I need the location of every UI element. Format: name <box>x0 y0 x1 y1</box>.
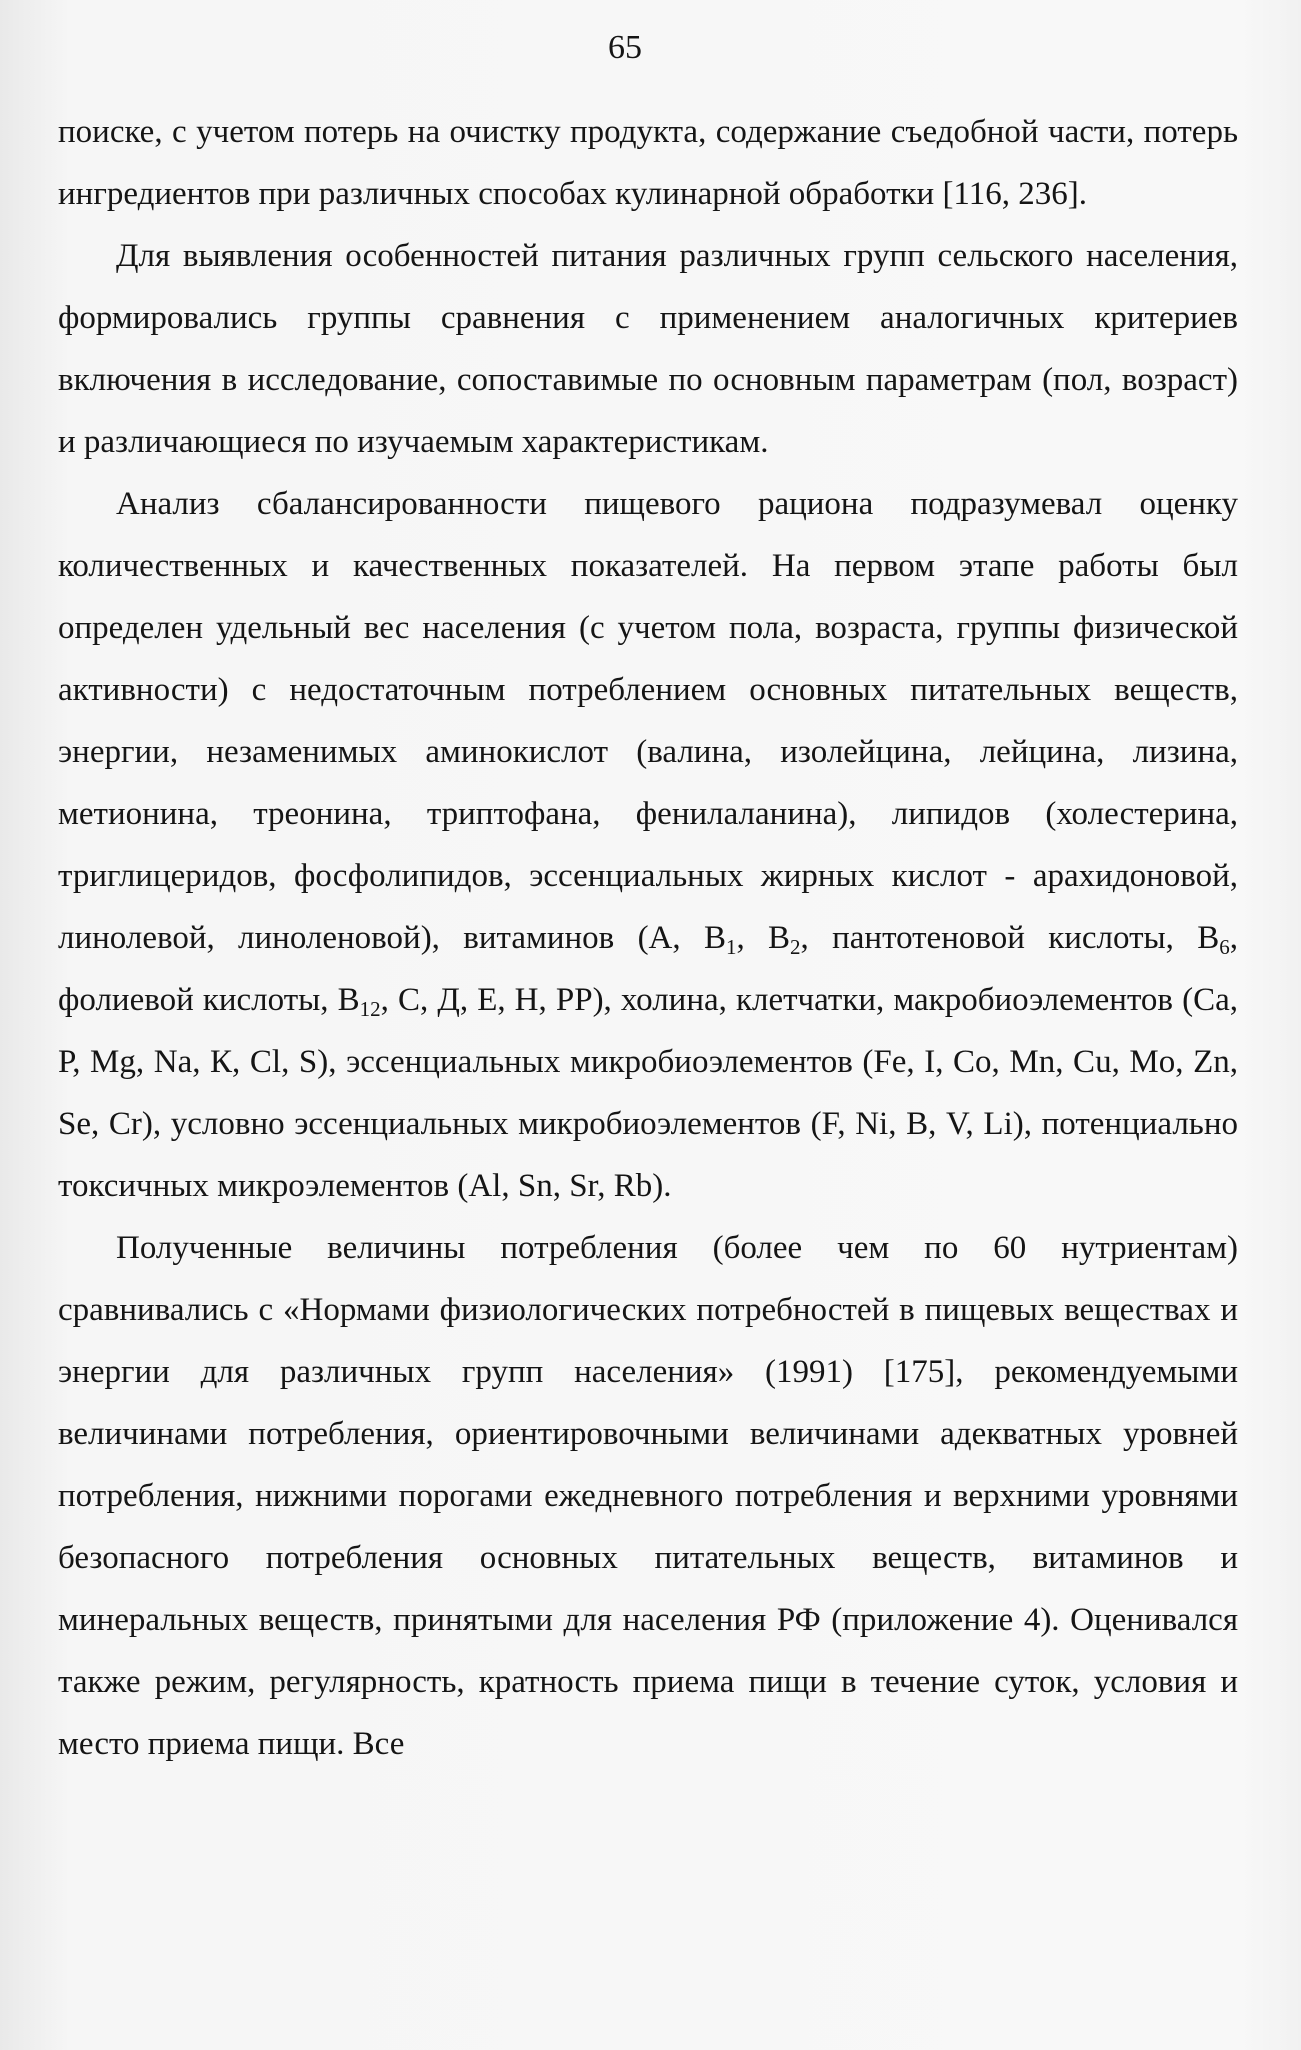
paragraph-3-text: Анализ сбалансированности пищевого рациона подразумевал оценку количественных и качественных показателей. На первом этапе работы был определен удельный вес населения (с учетом пола, возраста, группы физической активности) с недостаточным потреблением основных питательных веществ, энергии, незаменимых аминокислот (валина, изолейцина, лейцина, лизина, метионина, треонина, триптофана, фенилаланина), липидов (холестерина, триглицеридов, фосфолипидов, эссенциальных жирных кислот - арахидоновой, линолевой, линоленовой), витаминов (А, В <box>58 486 1238 956</box>
page-number: 65 <box>608 29 642 66</box>
paragraph-1: поиске, с учетом потерь на очистку продукта, содержание съедобной части, потерь ингредиентов при различных способах кулинарной обработки [116, 236]. <box>58 114 1238 212</box>
paragraph-2: Для выявления особенностей питания различных групп сельского населения, формировались группы сравнения с применением аналогичных критериев включения в исследование, сопоставимые по основным параметрам (пол, возраст) и различающиеся по изучаемым характеристикам. <box>58 238 1238 460</box>
subscript-b2: 2 <box>790 935 801 959</box>
paragraph-3-text: , фолиевой кислоты, В <box>58 920 1238 1018</box>
subscript-b12: 12 <box>359 997 381 1021</box>
paragraph-4: Полученные величины потребления (более чем по 60 нутриентам) сравнивались с «Нормами физиологических потребностей в пищевых веществах и энергии для различных групп населения» (1991) [175], рекомендуемыми величинами потребления, ориентировочными величинами адекватных уровней потребления, нижними порогами ежедневного потребления и верхними уровнями безопасного потребления основных питательных веществ, витаминов и минеральных веществ, принятыми для населения РФ (приложение 4). Оценивался также режим, регулярность, кратность приема пищи в течение суток, условия и место приема пищи. Все <box>58 1230 1238 1762</box>
subscript-b6: 6 <box>1219 935 1230 959</box>
paragraph-3 <box>58 473 1238 1217</box>
paragraph-3-text: , С, Д, Е, Н, РР), холина, клетчатки, макробиоэлементов (Са, Р, Mg, Na, К, Cl, S), эссенциальных микробиоэлементов (Fe, I, Со, Mn, Cu, Mo, Zn, Se, Cr), условно эссенциальных микробиоэлементов (F, Ni, В, V, Li), потенциально токсичных микроэлементов (Al, Sn, Sr, Rb). <box>58 982 1238 1204</box>
paragraph-3-text: , В <box>736 920 791 956</box>
body-text <box>58 101 1238 1775</box>
subscript-b1: 1 <box>725 935 737 959</box>
paragraph-3-text: , пантотеновой кислоты, В <box>800 920 1220 956</box>
